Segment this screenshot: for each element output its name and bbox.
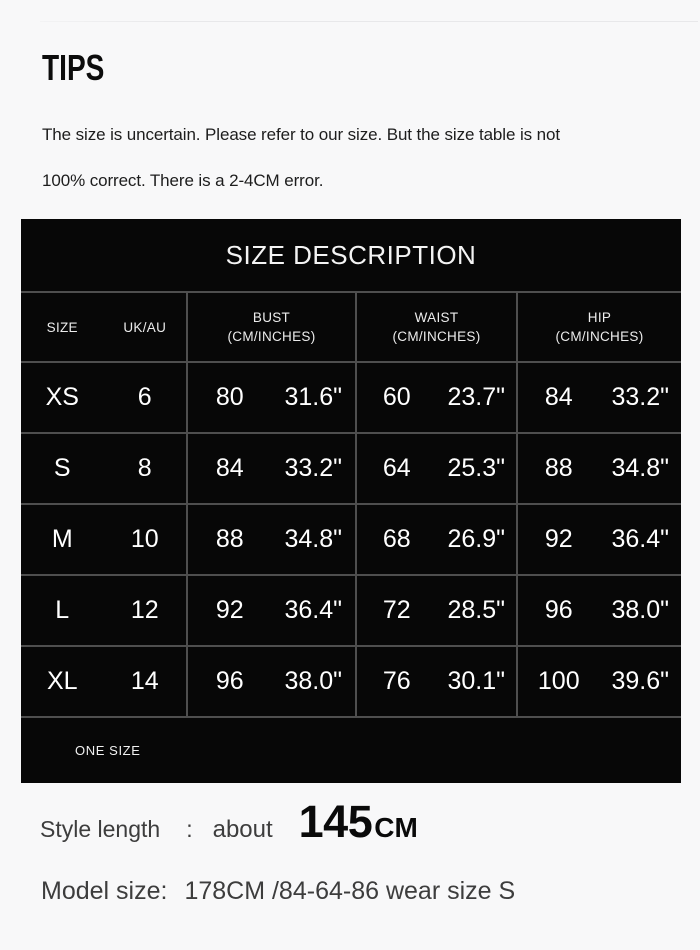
bust-inches-value: 36.4" xyxy=(284,596,343,624)
tips-line-2: 100% correct. There is a 2-4CM error. xyxy=(42,171,324,190)
bust-cm-value: 84 xyxy=(215,454,244,482)
cell-bust xyxy=(186,647,355,716)
cell-size-ukau xyxy=(21,434,186,503)
size-label: XS xyxy=(45,383,79,411)
one-size-row xyxy=(21,716,681,783)
hip-inches-value: 33.2" xyxy=(611,383,670,411)
hip-cm-value: 96 xyxy=(544,596,573,624)
size-label: L xyxy=(55,596,70,624)
hip-inches-value: 34.8" xyxy=(611,454,670,482)
header-cell-hip xyxy=(516,293,681,361)
size-label: M xyxy=(51,525,73,553)
waist-inches-value: 30.1" xyxy=(447,667,506,695)
waist-inches-value: 26.9" xyxy=(447,525,506,553)
style-length-label: Style length xyxy=(40,816,161,842)
cell-size-ukau xyxy=(21,363,186,432)
cell-size-ukau xyxy=(21,647,186,716)
bust-inches-value: 33.2" xyxy=(284,454,343,482)
ukau-value: 14 xyxy=(130,667,159,695)
header-size-label: SIZE xyxy=(46,319,78,335)
size-label: S xyxy=(53,454,71,482)
bust-cm-value: 80 xyxy=(215,383,244,411)
cell-bust xyxy=(186,505,355,574)
hip-cm-value: 100 xyxy=(537,667,580,695)
header-hip-label: HIP xyxy=(587,310,612,325)
cell-hip xyxy=(516,505,681,574)
ukau-value: 8 xyxy=(137,454,152,482)
cell-hip xyxy=(516,363,681,432)
cell-hip xyxy=(516,434,681,503)
style-length-colon: : xyxy=(186,816,193,842)
cell-size-ukau xyxy=(21,576,186,645)
waist-inches-value: 28.5" xyxy=(447,596,506,624)
waist-cm-value: 72 xyxy=(382,596,411,624)
one-size-label: ONE SIZE xyxy=(75,743,141,758)
size-table-header-row xyxy=(21,291,681,361)
tips-line-1: The size is uncertain. Please refer to our size. But the size table is not xyxy=(42,125,560,144)
header-ukau-label: UK/AU xyxy=(123,319,167,335)
style-length-unit: CM xyxy=(374,812,418,843)
size-row-xl xyxy=(21,645,681,716)
tips-heading: TIPS xyxy=(42,47,105,88)
cell-waist xyxy=(355,576,516,645)
cell-bust xyxy=(186,363,355,432)
hip-cm-value: 92 xyxy=(544,525,573,553)
style-length-value: 145 xyxy=(298,796,373,847)
cell-waist xyxy=(355,505,516,574)
model-size-label: Model size: xyxy=(41,877,168,905)
model-size-value: 178CM /84-64-86 wear size S xyxy=(184,877,516,905)
bust-inches-value: 31.6" xyxy=(284,383,343,411)
cell-waist xyxy=(355,434,516,503)
model-size-line xyxy=(41,879,515,904)
bust-inches-value: 38.0" xyxy=(284,667,343,695)
cell-size-ukau xyxy=(21,505,186,574)
style-length-line xyxy=(40,796,418,847)
size-table-title: SIZE DESCRIPTION xyxy=(225,239,477,270)
waist-inches-value: 25.3" xyxy=(447,454,506,482)
size-row-xs xyxy=(21,361,681,432)
hip-inches-value: 36.4" xyxy=(611,525,670,553)
waist-cm-value: 60 xyxy=(382,383,411,411)
header-hip-unit: (CM/INCHES) xyxy=(555,329,644,344)
bust-cm-value: 96 xyxy=(215,667,244,695)
cell-bust xyxy=(186,434,355,503)
header-cell-waist xyxy=(355,293,516,361)
header-waist-label: WAIST xyxy=(414,310,459,325)
header-cell-size-ukau xyxy=(21,293,186,361)
hip-cm-value: 84 xyxy=(544,383,573,411)
size-table xyxy=(21,219,681,783)
waist-cm-value: 68 xyxy=(382,525,411,553)
bust-cm-value: 92 xyxy=(215,596,244,624)
cell-bust xyxy=(186,576,355,645)
cell-waist xyxy=(355,363,516,432)
hip-inches-value: 38.0" xyxy=(611,596,670,624)
ukau-value: 6 xyxy=(137,383,152,411)
style-length-about: about xyxy=(212,816,273,843)
cell-hip xyxy=(516,576,681,645)
ukau-value: 10 xyxy=(130,525,159,553)
cell-waist xyxy=(355,647,516,716)
size-row-l xyxy=(21,574,681,645)
top-divider-line xyxy=(40,21,698,22)
header-bust-label: BUST xyxy=(252,310,291,325)
size-label: XL xyxy=(46,667,78,695)
cell-hip xyxy=(516,647,681,716)
bust-inches-value: 34.8" xyxy=(284,525,343,553)
hip-cm-value: 88 xyxy=(544,454,573,482)
waist-inches-value: 23.7" xyxy=(447,383,506,411)
header-bust-unit: (CM/INCHES) xyxy=(227,329,316,344)
ukau-value: 12 xyxy=(130,596,159,624)
waist-cm-value: 64 xyxy=(382,454,411,482)
bust-cm-value: 88 xyxy=(215,525,244,553)
tips-paragraph xyxy=(42,112,560,204)
header-cell-bust xyxy=(186,293,355,361)
header-waist-unit: (CM/INCHES) xyxy=(392,329,481,344)
waist-cm-value: 76 xyxy=(382,667,411,695)
size-row-m xyxy=(21,503,681,574)
size-row-s xyxy=(21,432,681,503)
hip-inches-value: 39.6" xyxy=(611,667,670,695)
